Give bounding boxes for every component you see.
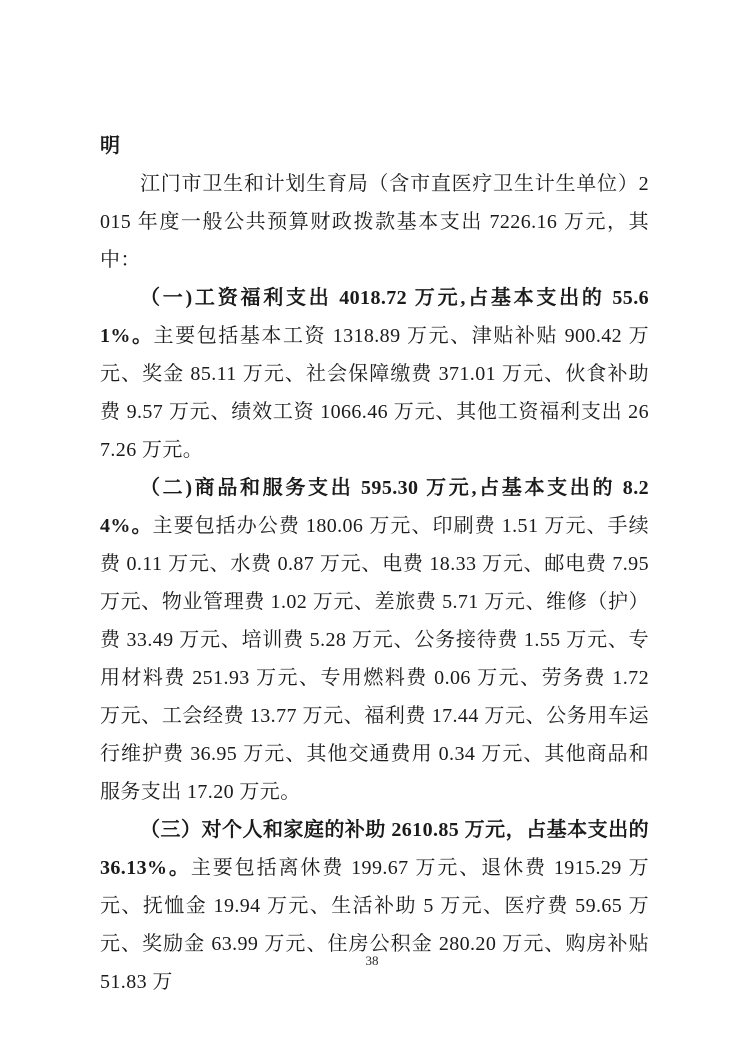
paragraph [100,469,649,811]
text-run: 明 [100,135,121,157]
text-run: 主要包括办公费 180.06 万元、印刷费 1.51 万元、手续费 0.11 万元、水费 0.87 万元、电费 18.33 万元、邮电费 7.95 万元、物业管理费 1.02 万元、差旅费 5.71 万元、维修（护）费 33.49 万元、培训费 5.28 万元、公务接待费 1.55 万元、专用材料费 251.93 万元、专用燃料费 0.06 万元、劳务费 1.72 万元、工会经费 13.77 万元、福利费 17.44 万元、公务用车运行维护费 36.95 万元、其他交通费用 0.34 万元、其他商品和服务支出 17.20 万元。 [100,515,649,803]
text-run: 主要包括离休费 199.67 万元、退休费 1915.29 万元、抚恤金 19.94 万元、生活补助 5 万元、医疗费 59.65 万元、奖励金 63.99 万元、住房公积金 280.20 万元、购房补贴 51.83 万 [100,857,649,993]
page-number: 38 [365,953,379,968]
paragraph [100,811,649,1001]
page-body [100,127,649,1001]
paragraph [100,279,649,469]
text-run: （二)商品和服务支出 595.30 万元,占基本支出的 8.24%。 [100,477,649,537]
paragraph [100,127,649,165]
text-run: （一)工资福利支出 4018.72 万元,占基本支出的 55.61%。 [100,287,649,347]
text-run: 主要包括基本工资 1318.89 万元、津贴补贴 900.42 万元、奖金 85.11 万元、社会保障缴费 371.01 万元、伙食补助费 9.57 万元、绩效工资 1066.46 万元、其他工资福利支出 267.26 万元。 [100,325,649,461]
text-run: （三）对个人和家庭的补助 2610.85 万元，占基本支出的 36.13%。 [100,819,649,879]
paragraph [100,165,649,279]
text-run: 江门市卫生和计划生育局（含市直医疗卫生计生单位）2015 年度一般公共预算财政拨款基本支出 7226.16 万元，其中： [100,173,649,271]
